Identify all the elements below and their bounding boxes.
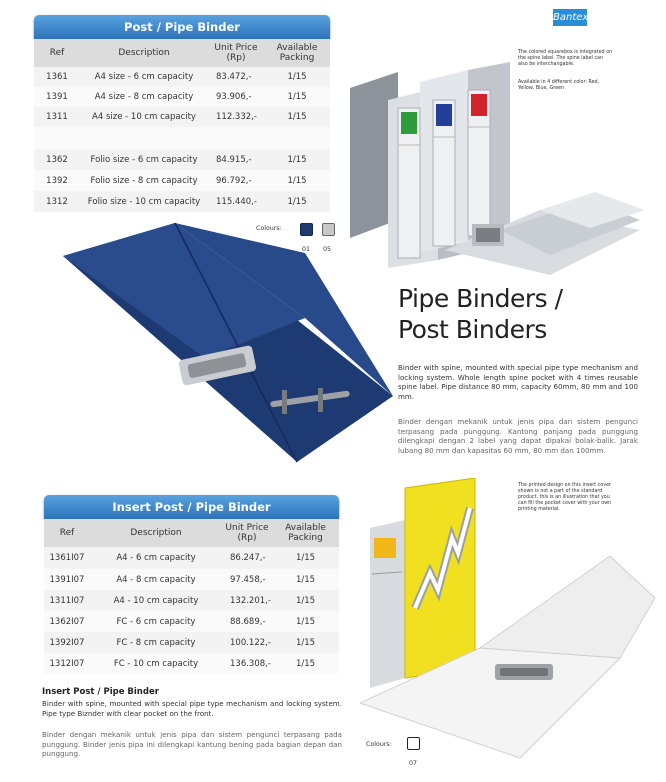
cell-desc: FC - 8 cm capacity: [90, 632, 222, 653]
table-row: [34, 127, 330, 149]
table-row: [34, 87, 330, 107]
cell-desc: A4 size - 6 cm capacity: [80, 67, 208, 87]
cell-desc: A4 - 10 cm capacity: [90, 590, 222, 611]
price-table-1: [34, 39, 330, 212]
blue-label-icon: [436, 104, 452, 126]
insert-description-en: Binder with spine, mounted with special pipe type mechanism and locking system. Pipe type Biznder with clear pocket on the front.: [42, 699, 342, 718]
colour-code-07: 07: [409, 760, 418, 767]
cell-price: 83.472,-: [208, 67, 264, 87]
cell-pack: 1/15: [272, 547, 339, 569]
colours-label-2: Colours:: [366, 741, 392, 748]
table-row: [34, 149, 330, 170]
table-row: [34, 107, 330, 127]
description-en: Binder with spine, mounted with special pipe type mechanism and locking system. Whole length spine pocket with 4 times reusable spine label. Pipe distance 80 mm, capacity 60mm, 80 mm and 100 mm.: [398, 363, 638, 401]
cell-desc: FC - 6 cm capacity: [90, 611, 222, 632]
cell-pack: [264, 127, 330, 149]
green-label-icon: [401, 112, 417, 134]
cell-desc: A4 size - 8 cm capacity: [80, 87, 208, 107]
cell-ref: 1391I07: [44, 569, 90, 590]
col-pack: Available Packing: [264, 39, 330, 67]
cell-desc: Folio size - 10 cm capacity: [80, 191, 208, 212]
cell-price: 88.689,-: [222, 611, 272, 632]
cell-price: 132.201,-: [222, 590, 272, 611]
table1-title: Post / Pipe Binder: [34, 15, 330, 39]
cell-pack: 1/15: [272, 653, 339, 674]
insert-title: Insert Post / Pipe Binder: [42, 687, 159, 697]
cell-pack: 1/15: [264, 170, 330, 191]
table-row: [44, 590, 339, 611]
cell-desc: A4 size - 10 cm capacity: [80, 107, 208, 127]
cell-pack: 1/15: [264, 87, 330, 107]
cell-price: 112.332,-: [208, 107, 264, 127]
cell-pack: 1/15: [264, 107, 330, 127]
cell-desc: FC - 10 cm capacity: [90, 653, 222, 674]
cell-desc: A4 - 6 cm capacity: [90, 547, 222, 569]
price-table-2: [44, 519, 339, 674]
cell-ref: 1391: [34, 87, 80, 107]
brand-logo: Bantex: [553, 9, 587, 26]
cell-ref: 1311I07: [44, 590, 90, 611]
colour-code-01: 01: [302, 246, 311, 253]
table-row: [34, 191, 330, 212]
insert-description-id: Binder dengan mekanik untuk jenis pipa dan sistem pengunci terpasang pada punggung. Binder jenis pipa ini dilengkapi kantung bening pada bagian depan dan punggung.: [42, 730, 342, 759]
cell-price: 96.792,-: [208, 170, 264, 191]
table-row: [44, 569, 339, 590]
table-row: [44, 611, 339, 632]
cell-desc: Folio size - 8 cm capacity: [80, 170, 208, 191]
table-row: [44, 547, 339, 569]
cell-price: 97.458,-: [222, 569, 272, 590]
table2-title: Insert Post / Pipe Binder: [44, 495, 339, 519]
description-id: Binder dengan mekanik untuk jenis pipa dan sistem pengunci terpasang pada punggung. Kantong panjang pada punggung dilengkapi dengan 2 label yang dapat dipakai bolak-balik. Jarak lubang 80 mm dan kapasitas 60 mm, 80 mm dan 100mm.: [398, 417, 638, 455]
table-row: [34, 170, 330, 191]
table-row: [34, 67, 330, 87]
table-row: [44, 632, 339, 653]
cell-pack: 1/15: [264, 191, 330, 212]
cell-ref: 1311: [34, 107, 80, 127]
col-desc: Description: [80, 39, 208, 67]
col-desc: Description: [90, 519, 222, 547]
page-title: Pipe Binders / Post Binders: [398, 284, 563, 344]
note-insert-cover: The printed design on this insert cover shown is not a part of the standard product, this is an illustration that you can fill the pocket cover with your own printing material.: [518, 483, 612, 512]
cell-price: 93.906,-: [208, 87, 264, 107]
cell-price: 115.440,-: [208, 191, 264, 212]
red-label-icon: [471, 94, 487, 116]
cell-price: 84.915,-: [208, 149, 264, 170]
cell-ref: 1392I07: [44, 632, 90, 653]
table-row: [44, 653, 339, 674]
col-price: Unit Price (Rp): [208, 39, 264, 67]
cell-pack: 1/15: [264, 149, 330, 170]
cell-ref: 1361I07: [44, 547, 90, 569]
blue-binder-photo: [55, 218, 400, 463]
colour-swatch-07: [407, 737, 420, 750]
colour-code-05: 05: [323, 246, 332, 253]
cell-price: [208, 127, 264, 149]
note-available-colors: Available in 4 different color: Red, Yellow, Blue, Green: [518, 80, 600, 91]
cell-ref: 1361: [34, 67, 80, 87]
note-colored-squarebox: The colored squarebox is integrated on the spine label. The spine label can also be interchangable.: [518, 50, 613, 67]
cell-pack: 1/15: [272, 611, 339, 632]
cell-ref: 1312I07: [44, 653, 90, 674]
col-pack: Available Packing: [272, 519, 339, 547]
cell-desc: [80, 127, 208, 149]
colours-label-1: Colours:: [256, 225, 282, 232]
cell-pack: 1/15: [272, 569, 339, 590]
insert-binder-photo: [360, 478, 660, 768]
cell-price: 86.247,-: [222, 547, 272, 569]
cell-ref: 1312: [34, 191, 80, 212]
col-ref: Ref: [34, 39, 80, 67]
cell-price: 136.308,-: [222, 653, 272, 674]
cell-ref: [34, 127, 80, 149]
cell-price: 100.122,-: [222, 632, 272, 653]
cell-desc: Folio size - 6 cm capacity: [80, 149, 208, 170]
cell-desc: A4 - 8 cm capacity: [90, 569, 222, 590]
cell-pack: 1/15: [272, 632, 339, 653]
cell-pack: 1/15: [264, 67, 330, 87]
spine-label-icon: [374, 538, 396, 558]
cell-ref: 1362I07: [44, 611, 90, 632]
cell-pack: 1/15: [272, 590, 339, 611]
col-price: Unit Price (Rp): [222, 519, 272, 547]
cell-ref: 1392: [34, 170, 80, 191]
col-ref: Ref: [44, 519, 90, 547]
cell-ref: 1362: [34, 149, 80, 170]
